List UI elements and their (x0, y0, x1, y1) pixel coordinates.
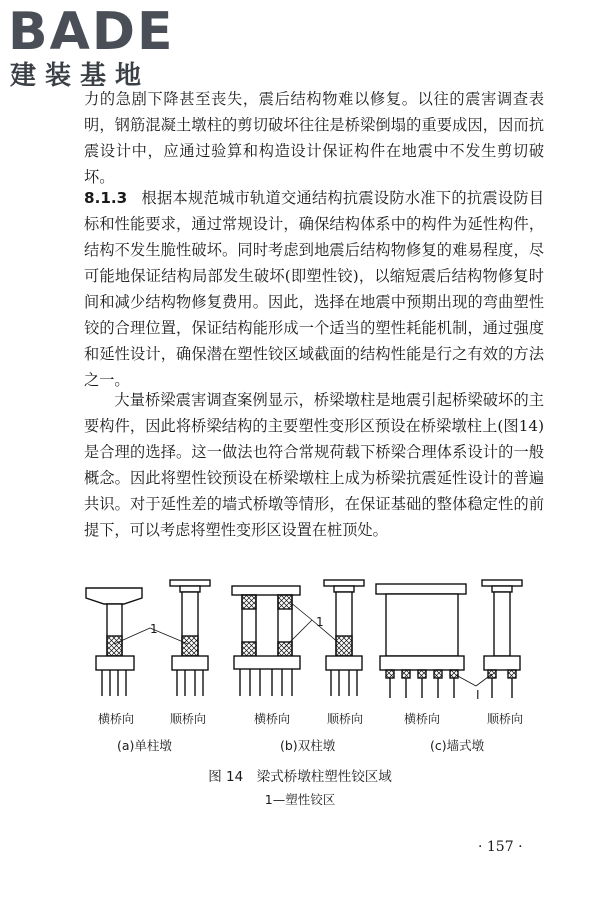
single-column-longitudinal (170, 580, 210, 696)
publisher-logo (8, 4, 208, 96)
wall-pier-longitudinal (482, 580, 522, 698)
double-column-transverse (232, 586, 300, 696)
double-column-longitudinal (324, 580, 364, 696)
direction-label-a-transverse: 横桥向 (98, 712, 135, 726)
subcaption-single-column: (a)单柱墩 (117, 738, 172, 753)
pier-plastic-hinge-figure (84, 568, 544, 738)
direction-label-b-longitudinal: 顺桥向 (327, 712, 364, 726)
clause-8-1-3 (84, 185, 544, 393)
logo-wordmark: BADE (8, 2, 175, 62)
callout-number-a: 1 (150, 622, 158, 636)
clause-number: 8.1.3 (84, 189, 128, 207)
direction-label-c-transverse: 横桥向 (404, 712, 441, 726)
figure-note: 1—塑性铰区 (264, 792, 336, 807)
direction-label-b-transverse: 横桥向 (254, 712, 291, 726)
callout-number-b: 1 (316, 615, 324, 629)
page-number: · 157 · (478, 839, 523, 855)
paragraph-continued: 力的急剧下降甚至丧失，震后结构物难以修复。以往的震害调查表明，钢筋混凝土墩柱的剪切破坏往往是桥梁倒塌的重要成因，因而抗震设计中，应通过验算和构造设计保证构件在地震中不发生剪切破坏。 (84, 90, 544, 186)
paragraph-bridge-damage: 大量桥梁震害调查案例显示，桥梁墩柱是地震引起桥梁破坏的主要构件，因此将桥梁结构的主要塑性变形区预设在桥梁墩柱上(图14)是合理的选择。这一做法也符合常规荷载下桥梁合理体系设计的一般概念。因此将塑性铰预设在桥梁墩柱上成为桥梁抗震延性设计的普遍共识。对于延性差的墙式桥墩等情形，在保证基础的整体稳定性的前提下，可以考虑将塑性变形区设置在桩顶处。 (84, 391, 544, 539)
figure-caption: 图 14 梁式桥墩柱塑性铰区域 (208, 769, 392, 785)
subcaption-wall-pier: (c)墙式墩 (430, 738, 485, 753)
wall-pier-transverse (376, 584, 466, 698)
direction-label-a-longitudinal: 顺桥向 (170, 712, 207, 726)
single-column-transverse (86, 588, 142, 696)
logo-subtitle: 建装基地 (10, 61, 151, 91)
direction-label-c-longitudinal: 顺桥向 (487, 712, 524, 726)
clause-text: 根据本规范城市轨道交通结构抗震设防水准下的抗震设防目标和性能要求，通过常规设计，确保结构体系中的构件为延性构件，结构不发生脆性破坏。同时考虑到地震后结构物修复的难易程度，尽可能地保证结构局部发生破坏(即塑性铰)，以缩短震后结构物修复时间和减少结构物修复费用。因此，选择在地震中预期出现的弯曲塑性铰的合理位置，保证结构能形成一个适当的塑性耗能机制，通过强度和延性设计，确保潜在塑性铰区域截面的结构性能是行之有效的方法之一。 (84, 189, 544, 389)
callout-number-c: I (476, 688, 480, 702)
subcaption-double-column: (b)双柱墩 (280, 738, 336, 753)
